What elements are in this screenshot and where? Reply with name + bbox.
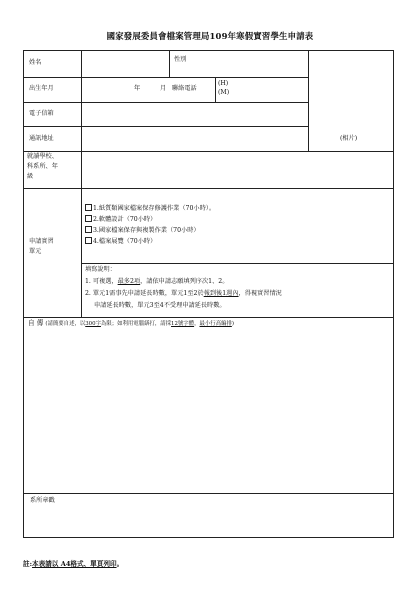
autobiography-heading: 自 傳 (請簡要自述，以300字為限；如利用電腦繕打，請採12號字體，最小行高編排) [28, 319, 234, 327]
photo-label: (相片) [340, 135, 358, 142]
apply-unit-label-line1: 申請實習 [29, 238, 54, 245]
school-label-line3: 級 [27, 173, 34, 180]
instruction-line-1: 1. 可複選，最多2項，請依申請志願填列序次1、2。 [85, 278, 229, 285]
checkbox-icon[interactable] [85, 226, 92, 233]
application-form [23, 50, 394, 538]
footer-note: 註:本表請以 A4格式、單頁列印。 [23, 560, 124, 568]
email-label: 電子信箱 [29, 110, 54, 117]
address-label: 通訊地址 [29, 135, 54, 142]
checkbox-icon[interactable] [85, 215, 92, 222]
name-label: 姓名 [29, 59, 42, 66]
birth-label: 出生年月 [29, 85, 54, 92]
school-label-line2: 科系所、年 [27, 163, 58, 170]
checkbox-icon[interactable] [85, 237, 92, 244]
instructions-heading: 填寫說明： [85, 266, 116, 273]
checkbox-icon[interactable] [85, 204, 92, 211]
department-seal-label: 系所章戳 [30, 497, 55, 504]
phone-mobile-label: (M) [218, 89, 230, 96]
unit-option-2[interactable]: 2.軟體設計（70小時） [85, 215, 156, 225]
unit-option-1[interactable]: 1.紙質類國家檔案保存修護作業（70小時）。 [85, 204, 215, 214]
unit-option-4[interactable]: 4.檔案展覽（70小時） [85, 237, 156, 247]
year-label: 年 [134, 85, 141, 92]
phone-label: 聯絡電話 [172, 85, 197, 92]
phone-home-label: (H) [218, 80, 229, 87]
unit-option-3[interactable]: 3.國家檔案保存與複製作業（70小時） [85, 226, 200, 236]
gender-label: 性別 [174, 56, 187, 63]
school-label-line1: 就讀學校、 [27, 153, 58, 160]
month-label: 月 [160, 85, 167, 92]
instruction-line-2: 2. 單元1需事先申請延長時數，單元1至2於報到後1週內，得視實習情況 [85, 290, 282, 297]
form-title: 國家發展委員會檔案管理局109年寒假實習學生申請表 [106, 31, 314, 41]
instruction-line-3: 申請延長時數，單元3至4不受理申請延長時數。 [94, 302, 226, 309]
apply-unit-label-line2: 單元 [29, 248, 42, 255]
